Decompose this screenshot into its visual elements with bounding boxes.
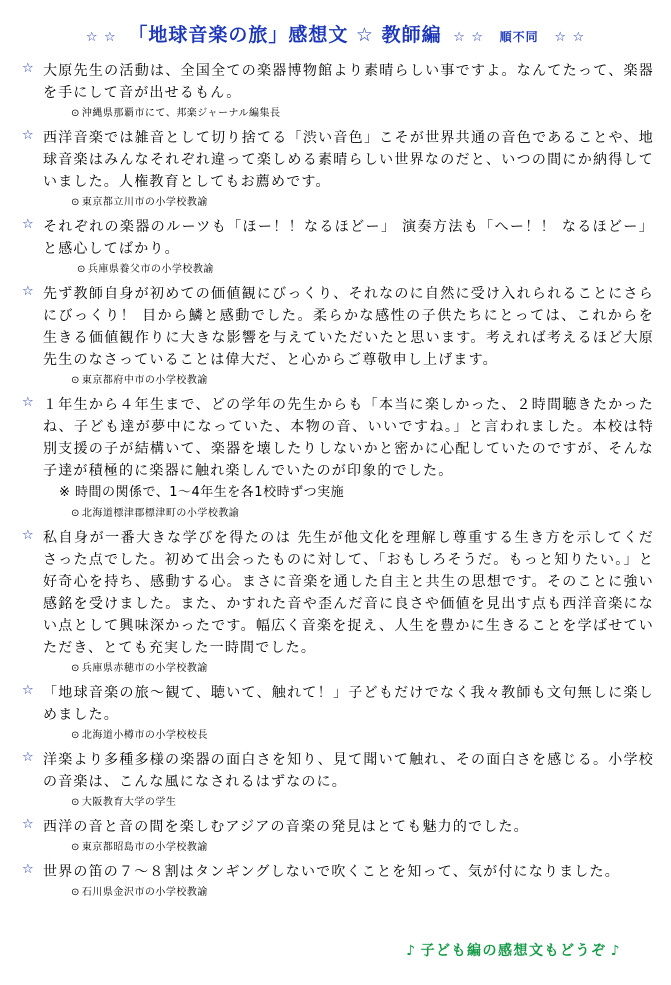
source-text: 兵庫県赤穂市の小学校教諭 <box>81 663 208 674</box>
source-text: 石川県金沢市の小学校教諭 <box>81 887 208 898</box>
comment-text: １年生から４年生まで、どの学年の先生からも「本当に楽しかった、２時間聴きたかったね、子ども達が夢中になっていた、本物の音、いいですね。」と言われました。本校は特別支援の子が結構いて、楽器を壊したりしないかと密かに心配していたのですが、そんな子達が積極的に楽器に触れ楽しんでいたのが印象的でした。 <box>43 397 654 479</box>
source-marker-icon: ⊙ <box>71 197 80 208</box>
star-bullet-icon: ☆ <box>22 128 34 143</box>
music-note-icon: ♪ <box>406 943 417 959</box>
comment-entry <box>22 682 654 744</box>
page-title <box>0 20 671 47</box>
source-marker-icon: ⊙ <box>71 375 80 386</box>
source-marker-icon: ⊙ <box>71 842 80 853</box>
comment-entry <box>22 60 654 122</box>
source-marker-icon: ⊙ <box>71 887 80 898</box>
star-decoration-icon: ☆ ☆ <box>453 30 485 45</box>
star-decoration-icon: ☆ ☆ <box>85 30 117 45</box>
comment-text: 大原先生の活動は、全国全ての楽器博物館より素晴らしい事ですよ。なんてたって、楽器を手にして音が出せるもん。 <box>43 63 654 101</box>
source-text: 北海道小樽市の小学校校長 <box>81 730 208 741</box>
source-text: 東京都昭島市の小学校教諭 <box>81 842 208 853</box>
source-marker-icon: ⊙ <box>71 730 80 741</box>
comment-entry <box>22 527 654 677</box>
comment-entry <box>22 127 654 211</box>
star-decoration-icon: ☆ ☆ <box>554 30 586 45</box>
comment-list <box>22 60 654 906</box>
link-label: 子ども編の感想文もどうぞ <box>420 943 607 959</box>
comment-source <box>43 884 654 901</box>
comment-source <box>43 660 654 677</box>
comment-source <box>43 839 654 856</box>
source-text: 大阪教育大学の学生 <box>81 797 177 808</box>
comment-text: 私自身が一番大きな学びを得たのは 先生が他文化を理解し尊重する生き方を示してくださった点でした。初めて出会ったものに対して、「おもしろそうだ。もっと知りたい。」と好奇心を持ち、感動する心。まさに音楽を通した自主と共生の思想です。そのことに強い感銘を受けました。また、かすれた音や歪んだ音に良さや価値を見出す点も西洋音楽にない点として興味深かったです。幅広く音楽を捉え、人生を豊かに生きることを学ばせていただき、とても充実した一時間でした。 <box>43 530 654 656</box>
comment-text: 西洋音楽では雑音として切り捨てる「渋い音色」こそが世界共通の音色であることや、地球音楽はみんなそれぞれ違って楽しめる素晴らしい世界なのだと、いつの間にか納得していました。人権教育としてもお薦めです。 <box>43 130 654 190</box>
comment-source <box>43 194 654 211</box>
comment-text: 先ず教師自身が初めての価値観にびっくり、それなのに自然に受け入れられることにさらにびっくり！ 目から鱗と感動でした。柔らかな感性の子供たちにとっては、これからを生きる価値観作りに大きな影響を与えていただいたと思います。考えれば考えるほど大原先生のなさっていることは偉大だ、と心からご尊敬申し上げます。 <box>43 286 654 368</box>
star-bullet-icon: ☆ <box>22 683 34 698</box>
comment-entry <box>22 816 654 856</box>
comment-entry <box>22 216 654 278</box>
music-note-icon: ♪ <box>610 943 621 959</box>
source-text: 兵庫県養父市の小学校教諭 <box>87 264 214 275</box>
order-note: 順不同 <box>499 30 539 44</box>
source-text: 沖縄県那覇市にて、邦楽ジャーナル編集長 <box>81 108 281 119</box>
source-marker-icon: ⊙ <box>77 264 86 275</box>
source-marker-icon: ⊙ <box>71 508 80 519</box>
comment-entry <box>22 749 654 811</box>
comment-entry <box>22 861 654 901</box>
comment-text: 「地球音楽の旅～観て、聴いて、触れて！」子どもだけでなく我々教師も文句無しに楽しめました。 <box>43 685 654 723</box>
title-text: 「地球音楽の旅」感想文 ☆ 教師編 <box>128 24 442 46</box>
comment-source <box>43 505 654 522</box>
star-bullet-icon: ☆ <box>22 395 34 410</box>
comment-source <box>43 261 654 278</box>
comment-text: 世界の笛の７～８割はタンギングしないで吹くことを知って、気が付になりました。 <box>43 864 620 880</box>
source-marker-icon: ⊙ <box>71 797 80 808</box>
source-text: 東京都府中市の小学校教諭 <box>81 375 208 386</box>
comment-entry <box>22 394 654 522</box>
comment-text: 西洋の音と音の間を楽しむアジアの音楽の発見はとても魅力的でした。 <box>43 819 529 835</box>
star-bullet-icon: ☆ <box>22 817 34 832</box>
star-bullet-icon: ☆ <box>22 284 34 299</box>
comment-entry <box>22 283 654 389</box>
children-comments-link[interactable] <box>402 940 625 960</box>
comment-source <box>43 794 654 811</box>
comment-source <box>43 105 654 122</box>
source-marker-icon: ⊙ <box>71 108 80 119</box>
comment-text: それぞれの楽器のルーツも「ほー！！なるほどー」 演奏方法も「へー！！ なるほどー」と感心してばかり。 <box>43 219 654 257</box>
star-bullet-icon: ☆ <box>22 750 34 765</box>
comment-note: ※ 時間の関係で、1～4年生を各1校時ずつ実施 <box>59 485 345 500</box>
comment-source <box>43 372 654 389</box>
star-bullet-icon: ☆ <box>22 528 34 543</box>
source-text: 北海道標津郡標津町の小学校教諭 <box>81 508 240 519</box>
source-text: 東京都立川市の小学校教諭 <box>81 197 208 208</box>
comment-source <box>43 727 654 744</box>
comment-text: 洋楽より多種多様の楽器の面白さを知り、見て聞いて触れ、その面白さを感じる。小学校の音楽は、こんな風になされるはずなのに。 <box>43 752 654 790</box>
star-bullet-icon: ☆ <box>22 217 34 232</box>
star-bullet-icon: ☆ <box>22 61 34 76</box>
source-marker-icon: ⊙ <box>71 663 80 674</box>
star-bullet-icon: ☆ <box>22 862 34 877</box>
